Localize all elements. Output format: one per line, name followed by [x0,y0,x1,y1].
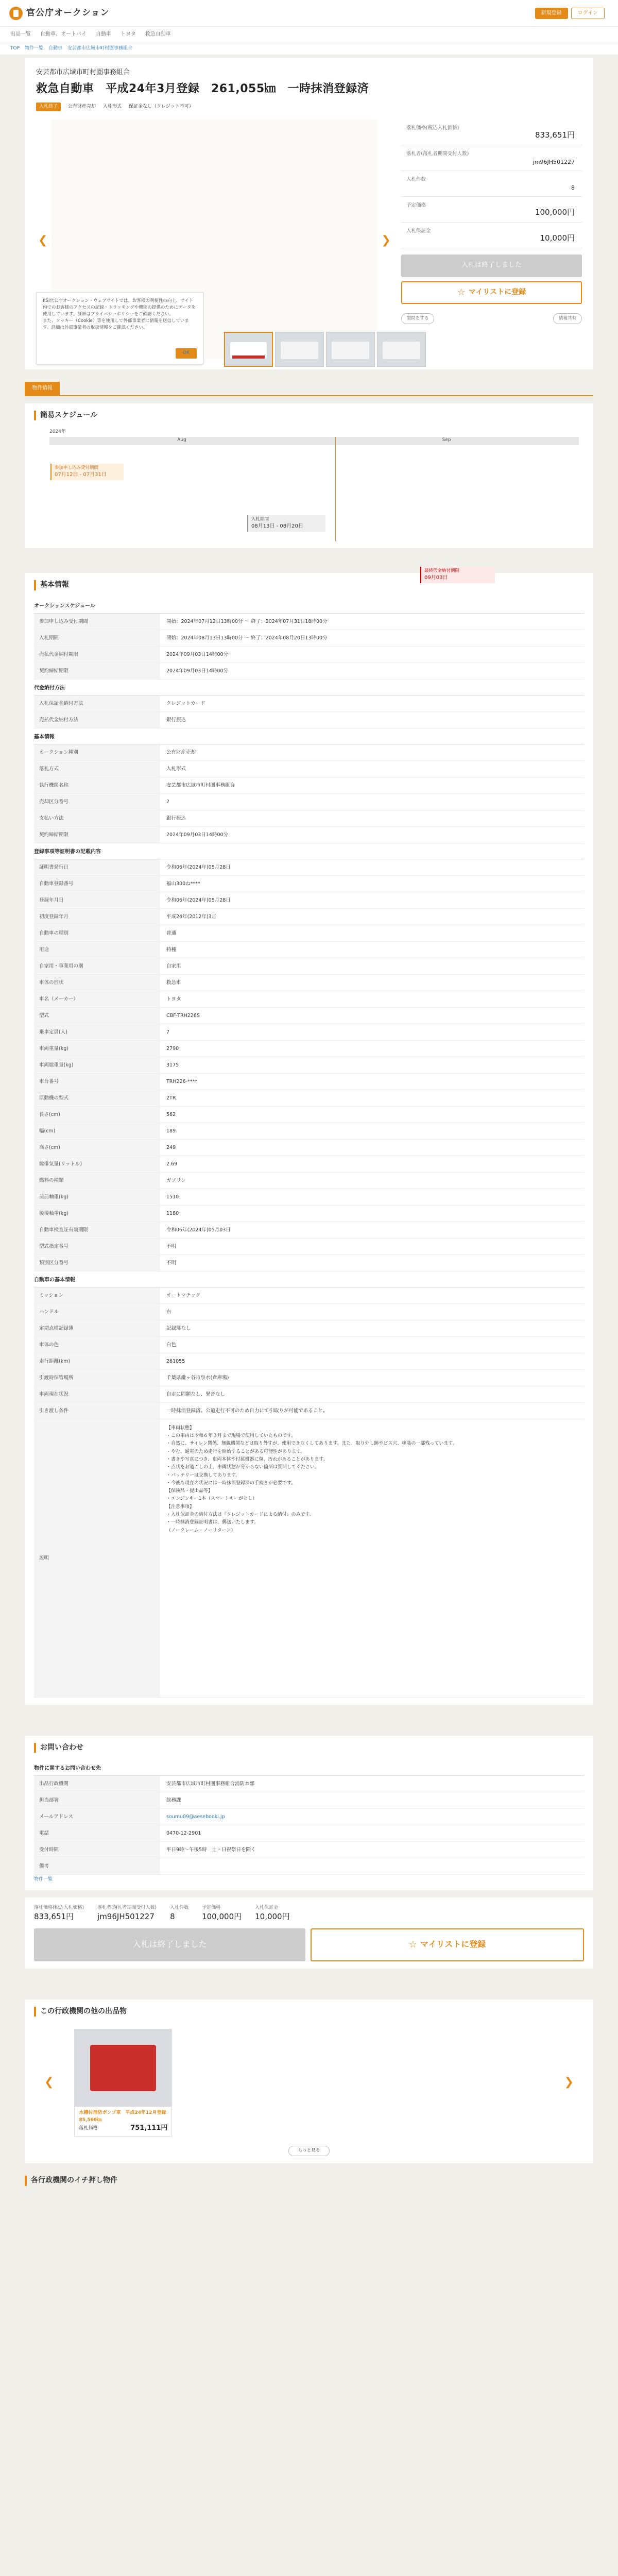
star-icon: ☆ [457,286,466,298]
contact-row [34,1792,584,1809]
info-row [34,859,584,876]
info-value: 記録簿なし [166,1325,191,1331]
info-group-heading: 基本情報 [34,728,584,744]
info-label: 登録年月日 [34,892,160,908]
add-mylist-button[interactable] [401,281,582,304]
info-row [34,777,584,794]
info-label: 入札保証金納付方法 [34,696,160,711]
info-label: 証明書発行日 [34,859,160,875]
nav-item-1[interactable]: 自動車、オートバイ [40,31,87,37]
info-value: 不明 [166,1243,177,1249]
basic-info-table [34,598,584,1419]
thumbnail-strip [224,332,426,367]
thumbnail[interactable] [224,332,273,367]
bb-add-mylist-label: マイリストに登録 [420,1939,486,1950]
info-label: 入札期間 [34,630,160,646]
info-label: オークション種別 [34,744,160,760]
info-row [34,1107,584,1123]
info-label: 売払代金納付方法 [34,712,160,728]
bid-ended-button: 入札は終了しました [401,255,582,277]
contact-value[interactable]: soumu09@aesebooki.jp [166,1814,225,1820]
info-value: 不明 [166,1260,177,1266]
info-label: 自家用・事業用の別 [34,958,160,974]
lot-price: 751,111円 [130,2124,168,2132]
contact-subheading: 物件に関するお問い合わせ先 [34,1760,584,1776]
info-value: 銀行振込 [166,717,186,723]
basic-info-heading: 基本情報 [34,580,584,590]
entry-title: 参加申し込み受付期間 [55,465,99,471]
breadcrumb [0,42,618,55]
listing-tags [36,103,582,111]
info-label: 車両現在状況 [34,1386,160,1402]
info-row [34,827,584,843]
info-row [34,991,584,1008]
info-row [34,1222,584,1239]
tab-property-info[interactable]: 物件情報 [25,382,60,395]
listing-card [25,58,593,369]
schedule-heading: 簡易スケジュール [34,411,584,421]
contact-section [25,1736,593,1890]
info-row [34,663,584,680]
bottom-bid-bar [25,1897,593,1969]
info-value: 一時抹消登録済。公道走行不可のため自力にて引取りが可能であること。 [166,1408,328,1414]
bb-deposit-value: 10,000円 [255,1911,290,1921]
info-label: 引き渡し条件 [34,1403,160,1419]
info-value: 令和06年(2024年)05月03日 [166,1227,231,1233]
next-lots-arrow-icon[interactable]: ❯ [564,2076,574,2089]
info-label: 型式 [34,1008,160,1024]
info-value: 右 [166,1309,171,1315]
info-row [34,876,584,892]
thumbnail[interactable] [377,332,426,367]
info-label: 車体の形状 [34,975,160,991]
contact-label: 出品行政機関 [34,1776,160,1792]
breadcrumb-item-1[interactable]: 物件一覧 [25,45,44,51]
register-button[interactable]: 新規登録 [535,8,568,19]
info-value: オートマチック [166,1292,201,1298]
info-label: ハンドル [34,1304,160,1320]
info-label: 契約締結期限 [34,827,160,843]
info-value: 189 [166,1128,176,1134]
info-value: 安芸都市広域市町村圏事務組合 [166,782,235,788]
contact-label: 受付時間 [34,1842,160,1858]
info-value: 福山300ね**** [166,880,200,887]
info-row [34,1403,584,1419]
breadcrumb-item-2[interactable]: 自動車 [48,45,63,51]
bid-title: 入札期間 [251,517,269,522]
info-value: 3175 [166,1062,179,1068]
other-lots-section [25,1999,593,2164]
info-value: 562 [166,1111,176,1117]
star-icon: ☆ [408,1939,417,1950]
info-value: 公有財産売却 [166,749,196,755]
contact-value: 平日9時～午後5時 土・日祝祭日を除く [166,1847,256,1853]
bid-summary [401,120,582,359]
tag-auction-type: 公有財産売却 [68,104,96,109]
bidders-value: 8 [571,184,575,192]
notes-value: 【車両状態】 ・この車両は令和６年３月まで現場で使用していたものです。 ・自然に、サイレン関係、無線機関などは取り外すが、使用できなくしてあります。また、取り外し跡やビス穴、塗装の一部残っています。 ・やむ、通電のため走行を開始することがある可能性があります。 ・書きや写真につき、車両本体や付属機器に傷、汚れがあることがあります。 ・点状をお過ごしの上、車両状態が分からない箇所は質問してください。 ・バッテリーは交換してあります。 ・今後も現在の状況には一時抹消登録済の手続きが必要です。 【保険品・提出品等】 ・エンジンキー1本（スマートキーがなし） 【注意事項】 ・入札保証金の納付方法は『クレジットカードによる納付』のみです。 ・一時抹消登録証明書は、郵送いたします。 （ノークレーム・ノーリターン） [166,1425,457,1533]
info-label: 自動車登録番号 [34,876,160,892]
info-row [34,1386,584,1403]
info-row [34,1320,584,1337]
info-row [34,1370,584,1386]
info-row [34,1287,584,1304]
info-row [34,647,584,663]
info-label: 引渡時保管場所 [34,1370,160,1386]
info-label: 類別区分番号 [34,1255,160,1271]
info-row [34,909,584,925]
info-label: 初度登録年月 [34,909,160,925]
prev-lots-arrow-icon[interactable]: ❮ [44,2076,54,2089]
info-value: 普通 [166,930,177,936]
tab-bar [25,381,593,396]
contact-value: 安芸都市広域市町村圏事務組合消防本部 [166,1781,255,1787]
info-label: 乗車定員(人) [34,1024,160,1040]
info-label: 原動機の型式 [34,1090,160,1106]
info-value: 249 [166,1144,176,1150]
info-row [34,1189,584,1206]
contact-value: 総務課 [166,1798,181,1804]
info-value: 白色 [166,1342,177,1348]
bb-bidders-value: 8 [170,1911,175,1921]
info-row [34,1008,584,1024]
see-more-button[interactable]: もっと見る [288,2146,330,2156]
deposit-label: 入札保証金 [406,228,431,234]
contact-label: メールアドレス [34,1809,160,1825]
info-row [34,744,584,761]
bb-add-mylist-button[interactable] [311,1928,584,1961]
info-label: 売払代金納付期限 [34,647,160,663]
info-value: 令和06年(2024年)05月28日 [166,897,231,903]
cookie-ok-button[interactable]: OK [176,348,197,359]
schedule-bid [247,515,325,532]
info-value: 自家用 [166,963,181,969]
deposit-value: 10,000円 [540,233,575,243]
info-group-heading: 自動車の基本情報 [34,1272,584,1287]
bb-winner-label: 落札者(落札者期間受付人数) [97,1905,157,1910]
info-label: 車名（メーカー） [34,991,160,1007]
bb-winner-value: jm96JH501227 [97,1911,154,1921]
info-value: 開始：2024年08月13日13時00分 ～ 終了：2024年08月20日13時00分 [166,635,328,641]
info-value: 入札形式 [166,766,186,772]
info-label: 前前軸重(kg) [34,1189,160,1205]
info-row [34,1074,584,1090]
contact-label: 備考 [34,1858,160,1874]
info-label: 車台番号 [34,1074,160,1090]
contact-row [34,1842,584,1858]
listing-title: 救急自動車 平成24年3月登録 261,055㎞ 一時抹消登録済 [36,82,369,96]
info-label: 走行距離(km) [34,1353,160,1369]
info-value: 2790 [166,1045,179,1052]
info-row [34,958,584,975]
info-row [34,975,584,991]
payment-title: 最終代金納付期限 [424,568,460,574]
bb-price-label: 落札価格(税込入札価格) [34,1905,84,1910]
info-value: 1180 [166,1210,179,1216]
contact-value: 0470-12-2901 [166,1831,201,1837]
info-label: 後後軸重(kg) [34,1206,160,1222]
info-label: 定期点検記録簿 [34,1320,160,1336]
cookie-text-2: また、クッキー（Cookie）等を使用して外部事業者に情報を送信しています。詳細は外部事業者の取扱情報をご確認ください。 [43,318,189,331]
bb-estimate-value: 100,000円 [202,1911,242,1921]
payment-dates: 09月03日 [424,575,448,581]
contact-heading: お問い合わせ [34,1743,584,1753]
info-label: 総排気量(リットル) [34,1156,160,1172]
listing-org: 安芸都市広域市町村圏事務組合 [36,69,130,76]
featured-heading: 各行政機関のイチ押し物件 [25,2176,593,2186]
contact-row [34,1825,584,1842]
info-value: 平成24年(2012年)3月 [166,913,217,920]
info-label: 落札方式 [34,761,160,777]
info-value: 7 [166,1029,170,1035]
lot-card[interactable] [74,2029,172,2137]
listing-link[interactable]: 物件一覧 [34,1877,53,1883]
info-label: 用途 [34,942,160,958]
notes-label: 説明 [34,1419,160,1697]
info-label: ミッション [34,1287,160,1303]
bb-price-value: 833,651円 [34,1911,74,1921]
info-group-heading: 代金納付方法 [34,680,584,696]
nav-item-2[interactable]: 自動車 [95,31,111,37]
bb-bid-ended-button: 入札は終了しました [34,1928,305,1961]
info-row [34,810,584,827]
winner-value: jm96JH501227 [533,159,575,166]
schedule-year: 2024年 [49,429,66,435]
info-row [34,712,584,728]
info-value: クレジットカード [166,700,205,706]
nav-item-3[interactable]: トヨタ [120,31,136,37]
schedule-entry [50,464,124,480]
info-label: 高さ(cm) [34,1140,160,1156]
contact-row [34,1858,584,1875]
contact-row [34,1809,584,1825]
info-row [34,1304,584,1320]
cookie-banner [36,292,203,364]
info-row [34,696,584,712]
breadcrumb-item-0[interactable]: TOP [10,45,20,51]
info-row [34,630,584,647]
add-mylist-label: マイリストに登録 [468,287,526,296]
info-label: 自動車検査証有効期限 [34,1222,160,1238]
info-group-heading: 登録事項等証明書の記載内容 [34,843,584,859]
category-nav [0,27,618,42]
info-group-heading: オークションスケジュール [34,598,584,614]
contact-label: 担当部署 [34,1792,160,1808]
info-row [34,1337,584,1353]
info-row [34,1173,584,1189]
nav-item-4[interactable]: 救急自動車 [145,31,171,37]
lot-title: 水槽付消防ポンプ車 平成24年12月登録 85,566㎞ [79,2110,171,2123]
info-label: 長さ(cm) [34,1107,160,1123]
info-label: 自動車の種別 [34,925,160,941]
contact-label: 電話 [34,1825,160,1841]
notes-row [34,1419,584,1698]
entry-dates: 07月12日 - 07月31日 [55,472,107,478]
info-value: 自走に問題なし、異音なし [166,1391,226,1397]
info-value: 特種 [166,946,177,953]
info-row [34,761,584,777]
estimate-label: 予定価格 [406,202,426,208]
month-label: Aug [177,437,186,443]
bidders-label: 入札件数 [406,176,426,182]
info-label: 幅(cm) [34,1123,160,1139]
breadcrumb-item-3[interactable]: 安芸都市広域市町村圏事務組合 [67,45,133,51]
bb-bidders-label: 入札件数 [170,1905,189,1910]
info-label: 参加申し込み受付期間 [34,614,160,630]
inquiry-button[interactable]: 質問をする [401,313,435,325]
info-row [34,1057,584,1074]
info-value: トヨタ [166,996,181,1002]
month-label: Sep [442,437,451,443]
winner-label: 落札者(落札者期間受付人数) [406,150,469,157]
info-row [34,614,584,630]
info-value: 開始：2024年07月12日13時00分 ～ 終了：2024年07月31日18時00分 [166,618,328,624]
info-row [34,1140,584,1156]
cookie-text: KSI官公庁オークション・ウェブサイトでは、お客様の利便性の向上、サイト内でのお客様のアクセスの記録・トラッキングや機能の提供のためにデータを使用しています。詳細はプライバシーポリシーをご確認ください。 [43,298,196,317]
schedule-payment [420,567,495,583]
schedule-section [25,403,593,581]
info-label: 車体の色 [34,1337,160,1353]
next-photo-arrow-icon[interactable]: ❯ [381,233,391,247]
info-row [34,1353,584,1370]
info-value: 261055 [166,1358,185,1364]
info-row [34,892,584,909]
info-value: ガソリン [166,1177,186,1183]
info-value: 令和06年(2024年)05月28日 [166,864,231,870]
info-row [34,1239,584,1255]
lot-photo [75,2029,171,2107]
info-row [34,942,584,958]
info-label: 支払い方法 [34,810,160,826]
tag-bid-format: 入札形式 [103,104,122,109]
info-value: 2024年09月03日14時00分 [166,832,229,838]
info-value: 千葉県鎌ヶ谷市泉水(倉庫場) [166,1375,229,1381]
nav-item-0[interactable]: 出品一覧 [10,31,31,37]
share-button[interactable]: 情報共有 [553,313,582,325]
info-label: 燃料の種類 [34,1173,160,1189]
basic-info-section [25,573,593,1705]
info-label: 執行機関名称 [34,777,160,793]
site-header [0,0,618,27]
lot-price-label: 落札価格 [79,2125,98,2131]
info-row [34,1090,584,1107]
schedule-months [49,437,579,445]
tag-deposit: 保証金なし（クレジット不可） [129,104,194,109]
info-label: 車両重量(kg) [34,1041,160,1057]
info-row [34,1123,584,1140]
logo-text: 官公庁オークション [26,7,110,18]
info-row [34,1024,584,1041]
info-value: 銀行振込 [166,815,186,821]
info-row [34,925,584,942]
info-value: 2TR [166,1095,176,1101]
thumbnail[interactable] [275,332,324,367]
info-value: 2 [166,799,170,805]
status-badge: 入札終了 [36,103,61,111]
estimate-value: 100,000円 [535,207,575,217]
info-label: 型式指定番号 [34,1239,160,1255]
prev-photo-arrow-icon[interactable]: ❮ [38,233,48,247]
info-value: 1510 [166,1194,179,1200]
info-label: 契約締結期限 [34,663,160,679]
info-value: CBF-TRH226S [166,1012,200,1019]
thumbnail[interactable] [326,332,375,367]
photo-viewer [36,120,393,359]
info-value: TRH226-**** [166,1078,198,1084]
contact-table [34,1776,584,1875]
info-row [34,794,584,810]
info-value: 2024年09月03日14時00分 [166,668,229,674]
logo-icon [9,7,23,20]
info-value: 2024年09月03日14時00分 [166,651,229,657]
today-line [335,437,336,541]
info-value: 救急車 [166,979,181,986]
contact-row [34,1776,584,1792]
price-value: 833,651円 [535,130,575,140]
bb-deposit-label: 入札保証金 [255,1905,279,1910]
bid-dates: 08月13日 - 08月20日 [251,523,303,530]
info-row [34,1156,584,1173]
info-label: 売却区分番号 [34,794,160,810]
other-lots-heading: この行政機関の他の出品物 [34,2007,584,2017]
price-label: 落札価格(税込入札価格) [406,125,459,131]
info-row [34,1041,584,1057]
info-value: 2.69 [166,1161,178,1167]
login-button[interactable]: ログイン [571,8,605,19]
info-row [34,1206,584,1222]
bb-estimate-label: 予定価格 [202,1905,221,1910]
site-logo[interactable] [9,7,110,20]
info-row [34,1255,584,1272]
info-label: 車両総重量(kg) [34,1057,160,1073]
